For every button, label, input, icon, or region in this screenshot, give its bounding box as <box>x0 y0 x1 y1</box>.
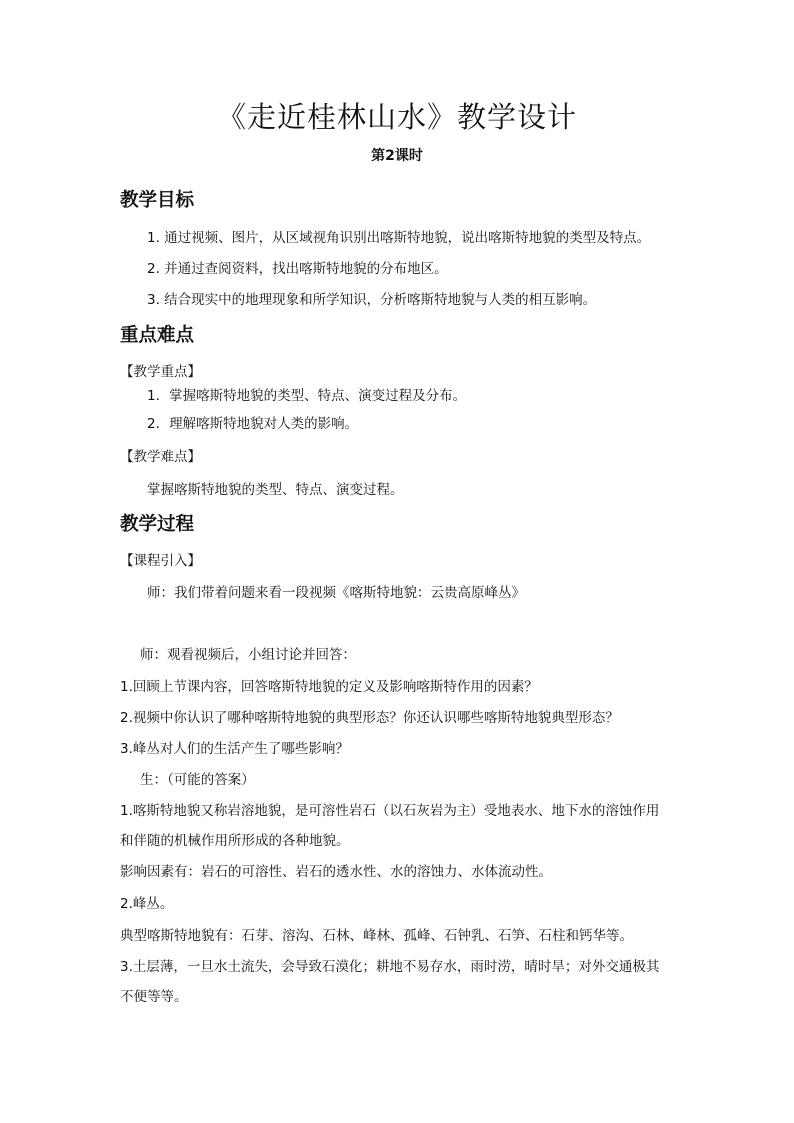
answer-text: 1.喀斯特地貌又称岩溶地貌，是可溶性岩石（以石灰岩为主）受地表水、地下水的溶蚀作用 <box>120 803 660 819</box>
goal-item: 3. 结合现实中的地理现象和所学知识，分析喀斯特地貌与人类的相互影响。 <box>147 292 597 308</box>
answer-text: 3.土层薄，一旦水土流失，会导致石漠化；耕地不易存水，雨时涝，晴时旱；对外交通极其 <box>120 959 660 975</box>
key-points-heading: 重点难点 <box>120 325 195 346</box>
answer-text: 和伴随的机械作用所形成的各种地貌。 <box>120 833 350 849</box>
answer-text: 2.峰丛。 <box>120 896 174 912</box>
intro-label: 【课程引入】 <box>120 553 201 569</box>
focus-item: 2．理解喀斯特地貌对人类的影响。 <box>147 416 359 432</box>
goal-item: 1. 通过视频、图片，从区域视角识别出喀斯特地貌，说出喀斯特地貌的类型及特点。 <box>147 230 651 246</box>
answer-text: 不便等等。 <box>120 989 188 1005</box>
document-title: 《走近桂林山水》教学设计 <box>216 100 577 134</box>
focus-item: 1．掌握喀斯特地貌的类型、特点、演变过程及分布。 <box>147 388 467 404</box>
difficulty-label: 【教学难点】 <box>120 449 201 465</box>
goal-item: 2. 并通过查阅资料，找出喀斯特地貌的分布地区。 <box>147 261 448 277</box>
question-item: 2.视频中你认识了哪种喀斯特地貌的典型形态？你还认识哪些喀斯特地貌典型形态？ <box>120 710 619 726</box>
focus-label: 【教学重点】 <box>120 364 201 380</box>
answer-text: 影响因素有：岩石的可溶性、岩石的透水性、水的溶蚀力、水体流动性。 <box>120 864 552 880</box>
student-label: 生：（可能的答案） <box>140 772 255 788</box>
goals-heading: 教学目标 <box>120 190 195 211</box>
teacher-intro: 师：我们带着问题来看一段视频《喀斯特地貌：云贵高原峰丛》 <box>147 585 525 601</box>
process-heading: 教学过程 <box>120 514 195 535</box>
difficulty-text: 掌握喀斯特地貌的类型、特点、演变过程。 <box>147 482 404 498</box>
lesson-subtitle: 第2课时 <box>371 148 423 164</box>
answer-text: 典型喀斯特地貌有：石芽、溶沟、石林、峰林、孤峰、石钟乳、石笋、石柱和钙华等。 <box>120 928 633 944</box>
question-item: 3.峰丛对人们的生活产生了哪些影响？ <box>120 741 349 757</box>
teacher-prompt: 师：观看视频后，小组讨论并回答： <box>140 647 356 663</box>
question-item: 1.回顾上节课内容，回答喀斯特地貌的定义及影响喀斯特作用的因素？ <box>120 679 538 695</box>
